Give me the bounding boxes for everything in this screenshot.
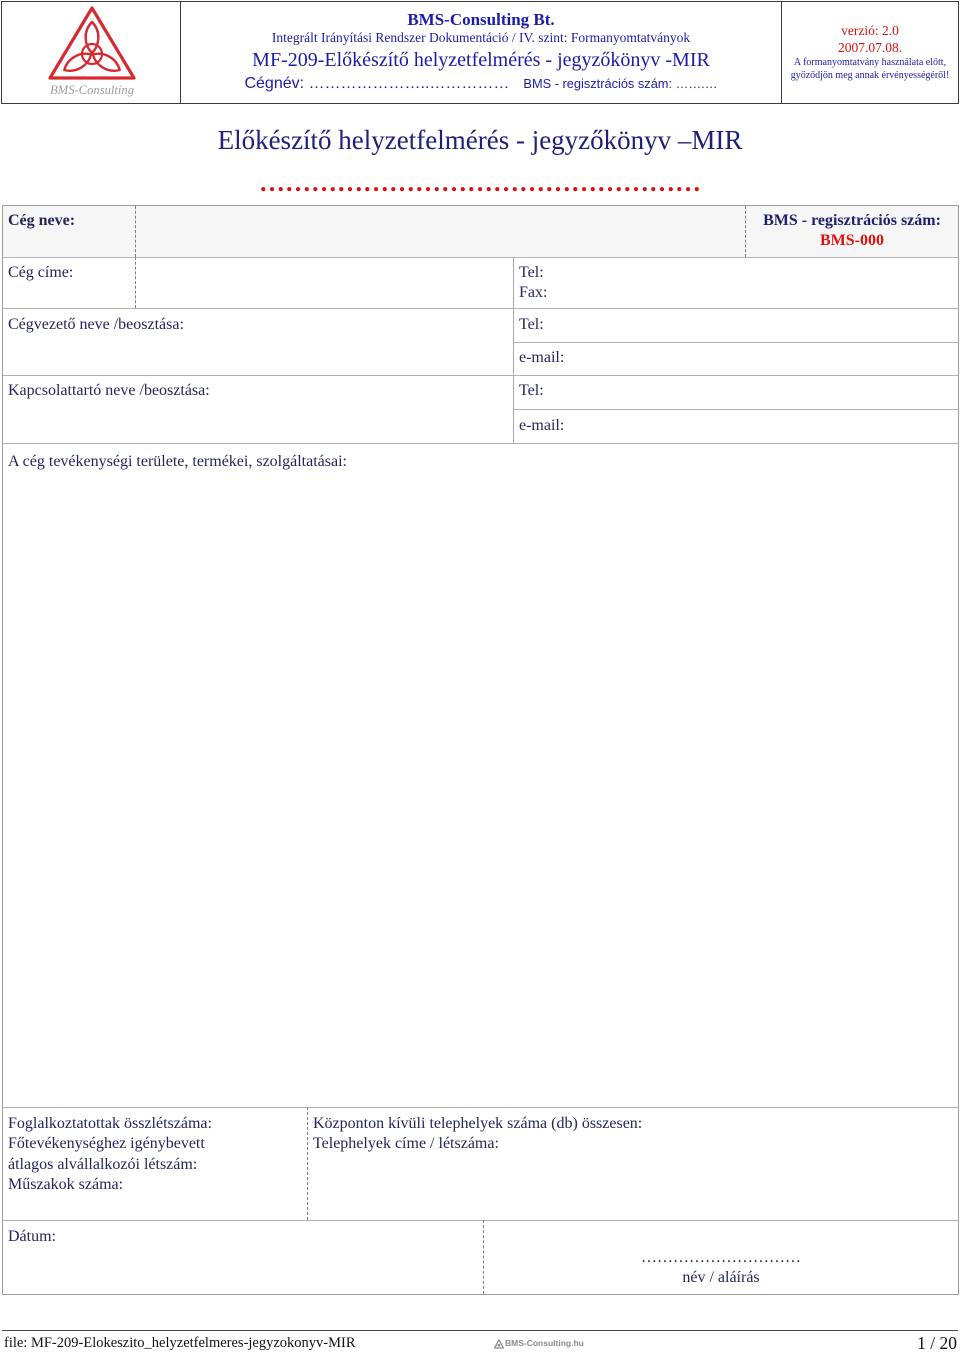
footer-divider [2,1330,958,1331]
triangle-knot-icon [50,8,134,78]
signature-label: név / aláírás [682,1269,760,1286]
manager-label: Cégvezető neve /beosztása: [8,316,184,333]
header-date: 2007.07.08. [837,40,903,55]
company-name-label-cell [3,206,135,257]
sites-line: Telephelyek címe / létszáma: [313,1135,499,1153]
date-cell [3,1220,483,1294]
address-tel-label: Tel: [519,264,544,281]
header-reg-number-field: BMS - regisztrációs szám: …….… [523,76,718,91]
staff-line: átlagos alvállalkozói létszám: [8,1155,198,1173]
contact-email-cell [513,409,958,443]
title-dots: …………………………………………… [259,168,701,197]
footer-logo-wordmark: BMS-Consulting.hu [505,1338,584,1348]
reg-number-value: BMS-000 [820,232,884,249]
manager-email-cell [513,342,958,375]
header-doc-line: Integrált Irányítási Rendszer Dokumentáció / IV. szint: Formanyomtatványok [271,30,691,45]
bms-consulting-logo [46,4,138,100]
date-label: Dátum: [8,1228,56,1245]
manager-email-label: e-mail: [519,349,565,366]
manager-tel-cell [513,308,958,342]
manager-tel-label: Tel: [519,316,544,333]
address-label: Cég címe: [8,264,74,281]
contact-label: Kapcsolattartó neve /beosztása: [8,382,210,399]
reg-number-cell [745,206,958,257]
header-notice-line2: győződjön meg annak érvényességéről! [790,70,950,81]
page-title: Előkészítő helyzetfelmérés - jegyzőkönyv –MIR [217,125,743,155]
address-label-cell [3,257,135,308]
sites-cell [307,1107,958,1220]
footer-logo [494,1337,584,1350]
contact-tel-label: Tel: [519,382,544,399]
contact-email-label: e-mail: [519,417,565,434]
document-header [0,0,960,106]
footer-file-name: file: MF-209-Elokeszito_helyzetfelmeres-jegyzokonyv-MIR [4,1335,356,1351]
sites-line: Központon kívüli telephelyek száma (db) összesen: [313,1115,643,1132]
small-triangle-logo-icon [494,1339,504,1349]
company-name-value-cell [135,206,745,257]
manager-label-cell [3,308,513,375]
staff-line: Foglalkoztatottak összlétszáma: [8,1115,212,1132]
activity-cell [3,443,958,1107]
address-phone-fax-cell [513,257,958,308]
logo-wordmark: BMS-Consulting [50,82,135,97]
header-company: BMS-Consulting Bt. [407,10,555,29]
header-company-reg-line [181,74,781,94]
staff-cell [3,1107,307,1220]
staff-line: Főtevékenységhez igénybevett [8,1135,205,1153]
staff-line: Műszakok száma: [8,1175,124,1193]
company-name-label: Cég neve: [8,212,76,229]
address-fax-label: Fax: [519,284,548,301]
header-notice-line1: A formanyomtatvány használata előtt, [793,57,947,68]
page-number: 1 / 20 [917,1333,957,1353]
reg-number-label: BMS - regisztrációs szám: [763,212,941,229]
header-version: verzió: 2.0 [841,23,899,38]
header-company-name-field: Cégnév: …………………..…………… [244,75,510,92]
contact-label-cell [3,375,513,443]
address-value-cell [135,257,513,308]
signature-dots: ………………………… [641,1249,801,1266]
contact-tel-cell [513,375,958,409]
header-form-title: MF-209-Előkészítő helyzetfelmérés - jegyzőkönyv -MIR [252,49,710,71]
activity-label: A cég tevékenységi területe, termékei, szolgáltatásai: [8,453,347,470]
signature-cell [483,1220,958,1294]
